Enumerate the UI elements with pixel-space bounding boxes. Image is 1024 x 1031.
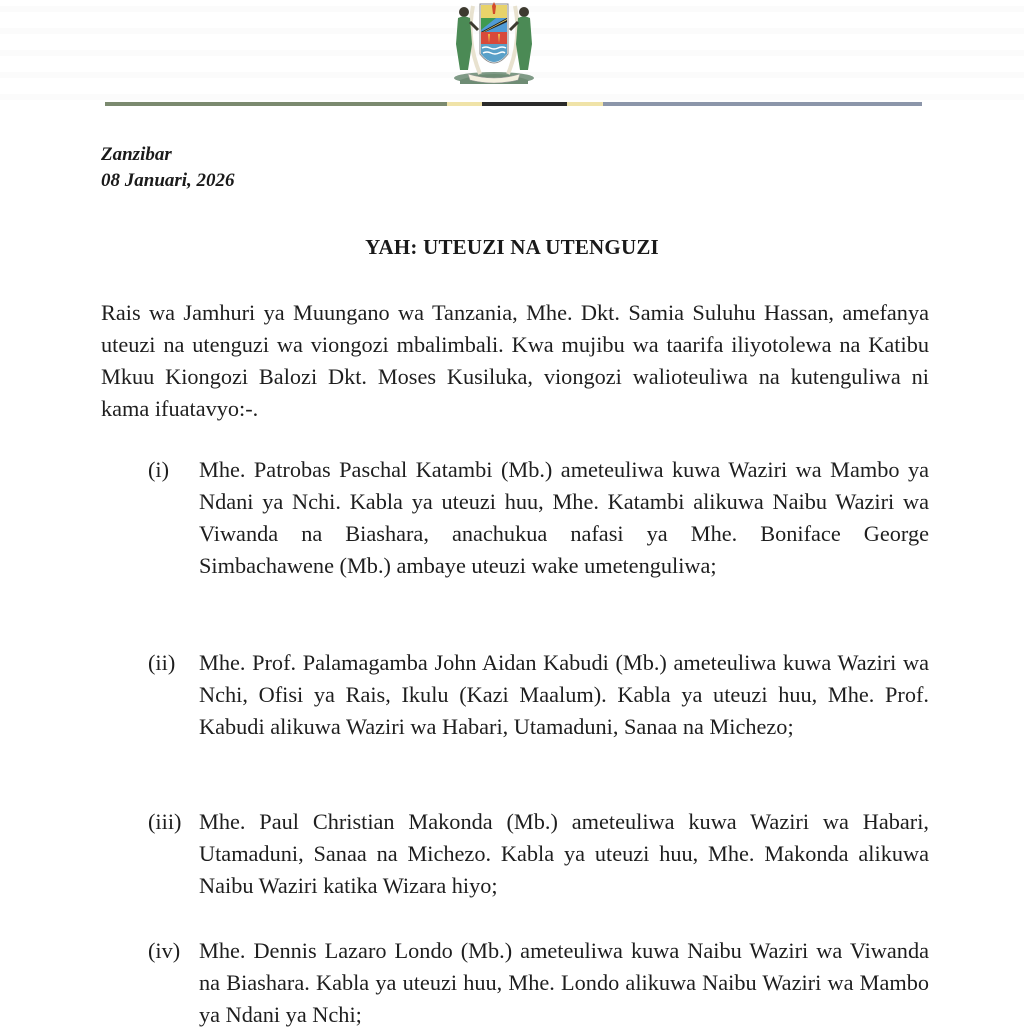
place: Zanzibar <box>101 144 172 165</box>
divider-blue-segment <box>603 102 922 106</box>
list-item-number: (iv) <box>148 938 181 963</box>
list-item-number: (iii) <box>148 809 182 834</box>
date: 08 Januari, 2026 <box>101 170 235 191</box>
list-item <box>148 806 929 902</box>
subject-heading: YAH: UTEUZI NA UTENGUZI <box>365 235 659 259</box>
list-item-text: Mhe. Dennis Lazaro Londo (Mb.) ameteuliwa kuwa Naibu Waziri wa Viwanda na Biashara. Kabla ya uteuzi huu, Mhe. Londo alikuwa Naibu Waziri wa Mambo ya Ndani ya Nchi; <box>199 938 929 1027</box>
intro-paragraph: Rais wa Jamhuri ya Muungano wa Tanzania, Mhe. Dkt. Samia Suluhu Hassan, amefanya uteuzi na utenguzi wa viongozi mbalimbali. Kwa mujibu wa taarifa iliyotolewa na Katibu Mkuu Kiongozi Balozi Dkt. Moses Kusiluka, viongozi walioteuliwa na kutenguliwa ni kama ifuatavyo:-. <box>101 300 929 421</box>
place-and-date <box>101 142 235 194</box>
divider-green-segment <box>105 102 447 106</box>
divider-yellow-segment <box>447 102 482 106</box>
list-item-text: Mhe. Paul Christian Makonda (Mb.) ameteuliwa kuwa Waziri wa Habari, Utamaduni, Sanaa na Michezo. Kabla ya uteuzi huu, Mhe. Makonda alikuwa Naibu Waziri katika Wizara hiyo; <box>199 809 929 898</box>
list-item-number: (i) <box>148 457 170 482</box>
list-item <box>148 935 929 1031</box>
coat-of-arms-emblem <box>446 0 542 86</box>
flag-color-divider <box>105 102 922 106</box>
list-item-text: Mhe. Patrobas Paschal Katambi (Mb.) ameteuliwa kuwa Waziri wa Mambo ya Ndani ya Nchi. Kabla ya uteuzi huu, Mhe. Katambi alikuwa Naibu Waziri wa Viwanda na Biashara, anachukua nafasi ya Mhe. Boniface George Simbachawene (Mb.) ambaye uteuzi wake umetenguliwa; <box>199 457 929 578</box>
divider-yellow-segment <box>567 102 603 106</box>
list-item-text: Mhe. Prof. Palamagamba John Aidan Kabudi (Mb.) ameteuliwa kuwa Waziri wa Nchi, Ofisi ya Rais, Ikulu (Kazi Maalum). Kabla ya uteuzi huu, Mhe. Prof. Kabudi alikuwa Waziri wa Habari, Utamaduni, Sanaa na Michezo; <box>199 650 929 739</box>
list-item <box>148 454 929 582</box>
divider-black-segment <box>482 102 567 106</box>
list-item <box>148 647 929 743</box>
list-item-number: (ii) <box>148 650 176 675</box>
